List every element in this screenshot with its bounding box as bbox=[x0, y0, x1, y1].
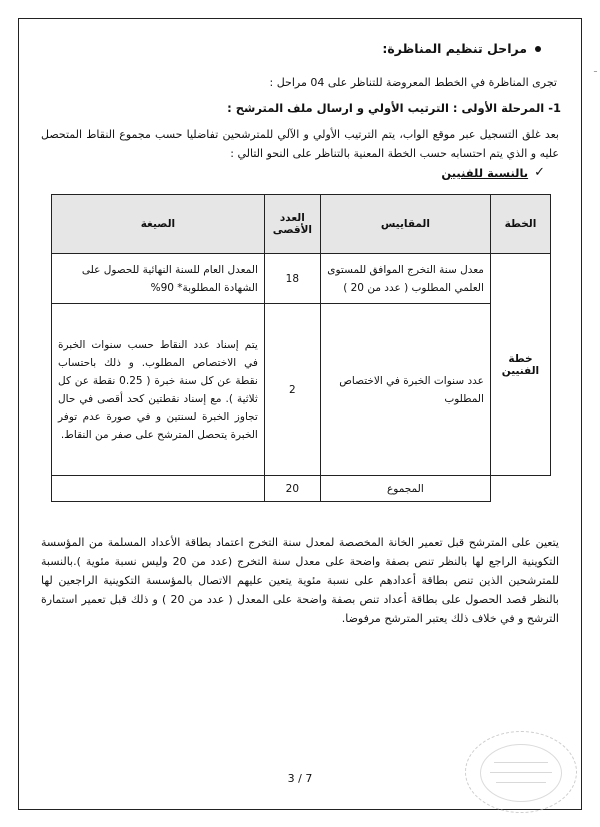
header-plan: الخطة bbox=[490, 195, 550, 254]
phase1-note: يتعين على المترشح قبل تعمير الخانة المخصصة لمعدل سنة التخرج اعتماد بطاقة الأعداد المسلمة من المؤسسة التكوينية الراجع لها بالنظر تنص بصفة واضحة على معدل سنة التخرج (عدد من 20 وليس نسبة مئوية ).بالنسبة للمترشحين الذين تنص بطاقة أعدادهم على نسبة مئوية يتعين عليهم الاتصال بالمؤسسة التكوينية الراجعين لها بالنظر قصد الحصول على بطاقة أعداد تنص بصفة واضحة على المعدل ( عدد من 20 ) و ذلك قبل تعمير استمارة الترشح و في خلاف ذلك يعتبر المترشح مرفوضا. bbox=[41, 536, 559, 625]
technicians-label-line bbox=[441, 165, 545, 180]
scoring-table bbox=[51, 194, 551, 502]
formula-cell: المعدل العام للسنة النهائية للحصول على الشهادة المطلوبة* 90% bbox=[52, 254, 265, 304]
header-max: العدد الأقصى bbox=[264, 195, 320, 254]
phase1-title: 1- المرحلة الأولى : الترتيب الأولي و ارسال ملف المترشح : bbox=[227, 101, 561, 115]
plan-name: خطة الفنيين bbox=[490, 254, 550, 476]
formula-cell: يتم إسناد عدد النقاط حسب سنوات الخبرة في الاختصاص المطلوب. و ذلك باحتساب نقطة عن كل سنة خبرة ( 0.25 نقطة عن كل ثلاثية ). مع إسناد نقطتين كحد أقصى في حال تجاوز الخبرة لسنتين و في صورة عدم توفر الخبرة يتحصل المترشح على صفر من النقاط. bbox=[52, 304, 265, 476]
header-criteria: المقاييس bbox=[320, 195, 490, 254]
section-heading-text: مراحل تنظيم المناظرة: bbox=[382, 41, 527, 56]
stamp-line bbox=[490, 772, 552, 773]
table-total-row bbox=[52, 476, 551, 502]
stamp-line bbox=[494, 762, 548, 763]
technicians-label: بالنسبة للفنيين bbox=[441, 165, 529, 180]
checkmark-icon: ✓ bbox=[534, 165, 545, 180]
total-empty-cell bbox=[490, 476, 550, 502]
section-heading bbox=[382, 41, 541, 56]
header-formula: الصيغة bbox=[52, 195, 265, 254]
page-number: 3 / 7 bbox=[287, 772, 313, 785]
max-cell: 2 bbox=[264, 304, 320, 476]
intro-text: تجرى المناظرة في الخطط المعروضة للتناظر على 04 مراحل : bbox=[269, 76, 557, 89]
table-row bbox=[52, 254, 551, 304]
total-formula-cell bbox=[52, 476, 265, 502]
max-cell: 18 bbox=[264, 254, 320, 304]
corner-mark: ـ bbox=[594, 64, 597, 75]
criteria-cell: معدل سنة التخرج الموافق للمستوى العلمي المطلوب ( عدد من 20 ) bbox=[320, 254, 490, 304]
stamp-inner-ring bbox=[480, 744, 562, 802]
total-value: 20 bbox=[264, 476, 320, 502]
phase1-paragraph: بعد غلق التسجيل عبر موقع الواب، يتم الترتيب الأولي و الآلي للمترشحين تفاضليا حسب مجموع النقاط المتحصل عليه و الذي يتم احتسابه حسب الخطة المعنية بالتناظر على النحو التالي : bbox=[41, 128, 559, 160]
bullet-icon bbox=[535, 46, 541, 52]
official-stamp bbox=[465, 731, 577, 813]
total-label: المجموع bbox=[320, 476, 490, 502]
document-page bbox=[18, 18, 597, 810]
criteria-cell: عدد سنوات الخبرة في الاختصاص المطلوب bbox=[320, 304, 490, 476]
table-header-row bbox=[52, 195, 551, 254]
stamp-line bbox=[496, 782, 546, 783]
table-row bbox=[52, 304, 551, 476]
